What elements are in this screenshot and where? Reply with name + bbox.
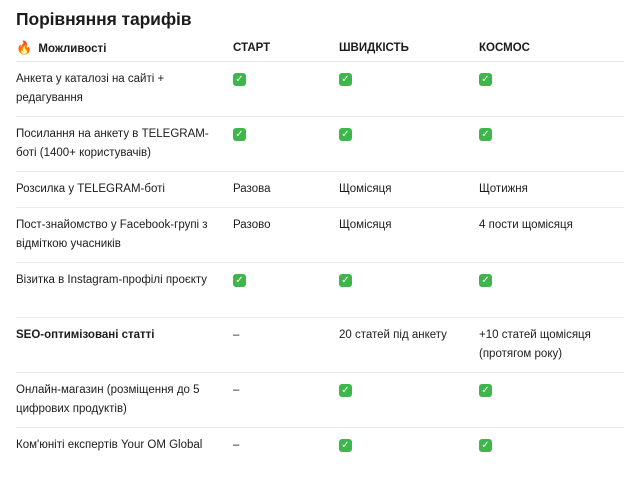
plan-cell-start: Разово xyxy=(233,208,339,263)
plan-cell-start xyxy=(233,62,339,117)
page-title: Порівняння тарифів xyxy=(16,9,192,29)
plan-cell-start xyxy=(233,263,339,318)
table-row xyxy=(16,373,624,428)
plan-cell-speed xyxy=(339,62,479,117)
plan-cell-start: – xyxy=(233,318,339,373)
check-icon: ✓ xyxy=(479,274,492,287)
plan-cell-cosmos: 4 пости щомісяця xyxy=(479,208,624,263)
plan-cell-start: – xyxy=(233,439,240,451)
check-icon: ✓ xyxy=(233,274,246,287)
table-header-row xyxy=(16,34,624,62)
feature-column-label: Можливості xyxy=(38,42,107,55)
plan-cell-start: – xyxy=(233,373,339,428)
table-row xyxy=(16,62,624,117)
table-row xyxy=(16,172,624,208)
fire-icon: 🔥 xyxy=(16,39,33,55)
check-icon: ✓ xyxy=(479,384,492,397)
plan-cell-speed xyxy=(339,263,479,318)
plan-cell-cosmos: Щотижня xyxy=(479,172,624,208)
plan-cell-cosmos xyxy=(479,263,624,318)
feature-column-header xyxy=(16,34,233,62)
check-icon: ✓ xyxy=(479,128,492,141)
check-icon: ✓ xyxy=(339,128,352,141)
plan-cell-speed xyxy=(339,428,479,483)
feature-cell: Розсилка у TELEGRAM-боті xyxy=(16,172,233,208)
plan-cell-speed: 20 статей під анкету xyxy=(339,318,479,373)
feature-cell: Ком'юніті експертів Your OM Global xyxy=(16,439,203,451)
plan-cell-start xyxy=(233,117,339,172)
feature-cell: Онлайн-магазин (розміщення до 5 цифрових продуктів) xyxy=(16,373,233,428)
plan-cell-cosmos xyxy=(479,62,624,117)
feature-cell: Посилання на анкету в TELEGRAM-боті (1400+ користувачів) xyxy=(16,117,233,172)
plan-header-start: СТАРТ xyxy=(233,34,339,62)
plan-cell-cosmos xyxy=(479,117,624,172)
table-row xyxy=(16,428,624,483)
check-icon: ✓ xyxy=(339,439,352,452)
plan-cell-speed xyxy=(339,117,479,172)
plan-cell-start: Разова xyxy=(233,172,339,208)
check-icon: ✓ xyxy=(339,73,352,86)
plan-cell-speed xyxy=(339,373,479,428)
plan-header-cosmos: КОСМОС xyxy=(479,34,624,62)
check-icon: ✓ xyxy=(339,384,352,397)
feature-cell: Пост-знайомство у Facebook-групі з відміткою учасників xyxy=(16,208,233,263)
check-icon: ✓ xyxy=(233,73,246,86)
plan-cell-cosmos xyxy=(479,373,624,428)
check-icon: ✓ xyxy=(479,73,492,86)
plan-header-speed: ШВИДКІСТЬ xyxy=(339,34,479,62)
plan-cell-speed: Щомісяця xyxy=(339,172,479,208)
table-row xyxy=(16,208,624,263)
check-icon: ✓ xyxy=(233,128,246,141)
table-row xyxy=(16,263,624,318)
feature-cell: SEO-оптимізовані статті xyxy=(16,318,233,373)
feature-cell: Візитка в Instagram-профілі проєкту xyxy=(16,263,233,318)
check-icon: ✓ xyxy=(479,439,492,452)
table-row xyxy=(16,117,624,172)
table-row xyxy=(16,318,624,373)
check-icon: ✓ xyxy=(339,274,352,287)
feature-cell: Анкета у каталозі на сайті + редагування xyxy=(16,62,233,117)
plan-cell-cosmos: +10 статей щомісяця (протягом року) xyxy=(479,318,624,373)
plan-cell-cosmos xyxy=(479,428,624,483)
plan-cell-speed: Щомісяця xyxy=(339,208,479,263)
comparison-table xyxy=(16,34,624,482)
